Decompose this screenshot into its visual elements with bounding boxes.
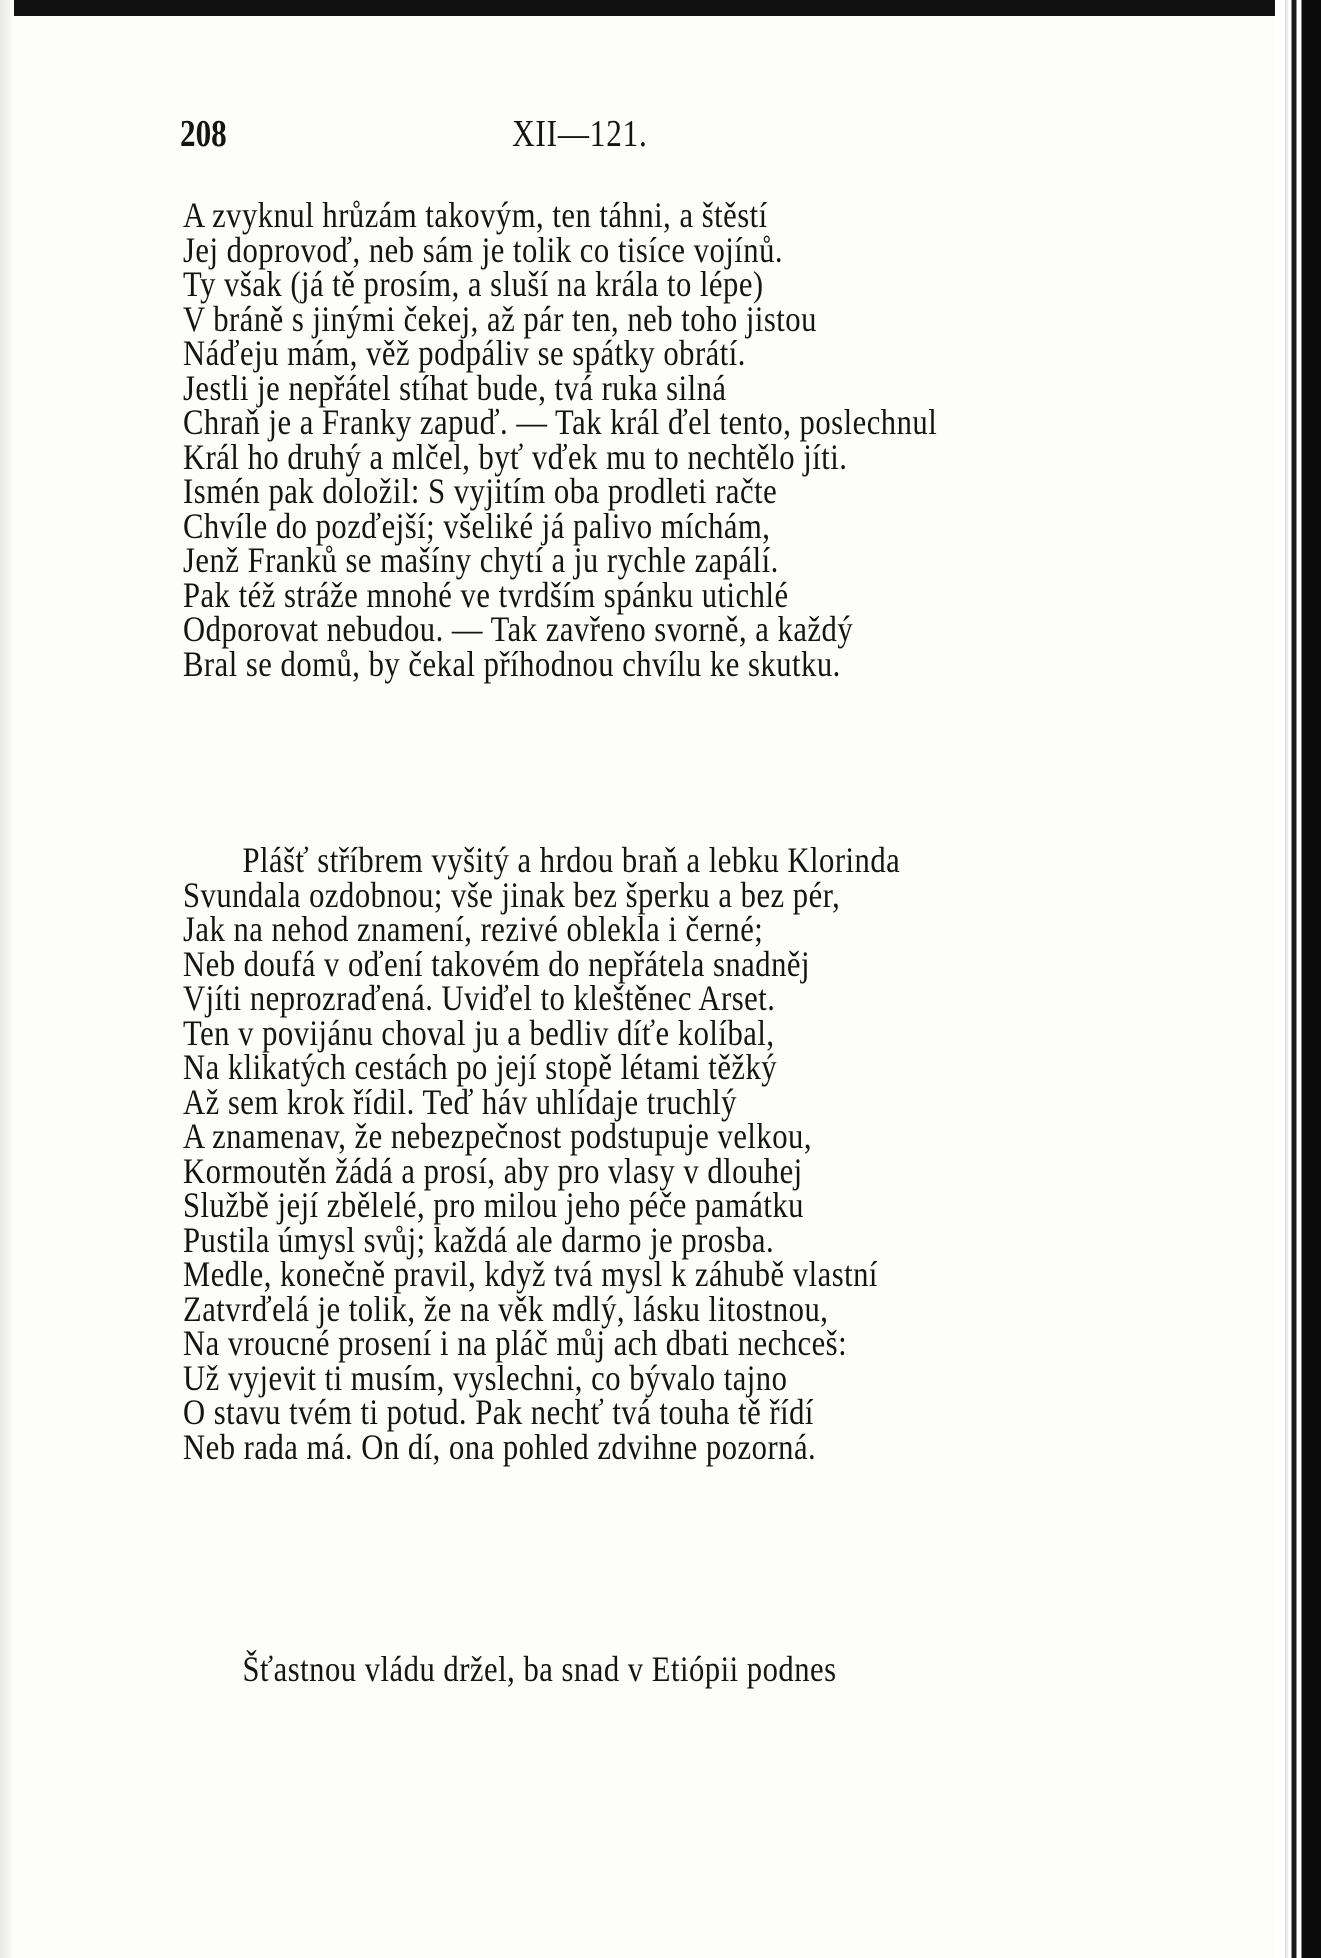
verse-line: Svundala ozdobnou; vše jinak bez šperku a bez pér, <box>183 874 841 915</box>
running-header <box>180 112 918 156</box>
verse-line: A zvyknul hrůzám takovým, ten táhni, a štěstí <box>183 195 768 235</box>
verse-line: A znamenav, že nebezpečnost podstupuje velkou, <box>183 1116 813 1156</box>
scan-top-border <box>0 0 1321 16</box>
verse-line: Chvíle do pozďejší; všeliké já palivo míchám, <box>183 505 771 546</box>
verse-line: Neb rada má. On dí, ona pohled zdvihne pozorná. <box>183 1426 817 1467</box>
verse-line: Ismén pak doložil: S vyjitím oba prodleti račte <box>183 471 778 511</box>
verse-line: Pustila úmysl svůj; každá ale darmo je prosba. <box>183 1219 775 1260</box>
verse-line: Pak též stráže mnohé ve tvrdším spánku utichlé <box>183 574 789 615</box>
verse-line: Zatvrďelá je tolik, že na věk mdlý, lásku litostnou, <box>183 1288 829 1329</box>
verse-line: Vjíti neprozraďená. Uviďel to kleštěnec Arset. <box>183 978 776 1018</box>
verse-line: Jenž Franků se mašíny chytí a ju rychle zapálí. <box>183 540 779 580</box>
verse-line: Medle, konečně pravil, když tvá mysl k záhubě vlastní <box>183 1254 878 1294</box>
verse-line: Na klikatých cestách po její stopě létami těžký <box>183 1047 778 1087</box>
verse-line: Neb doufá v oďení takovém do nepřátela snadněj <box>183 943 810 984</box>
stanza-2 <box>183 840 1321 1467</box>
verse-line: V bráně s jinými čekej, až pár ten, neb toho jistou <box>183 298 817 339</box>
verse-line: Jestli je nepřátel stíhat bude, tvá ruka silná <box>183 367 727 408</box>
verse-line: Na vroucné prosení i na pláč můj ach dbati nechceš: <box>183 1323 848 1363</box>
verse-line: Ty však (já tě prosím, a sluší na krála to lépe) <box>183 264 764 304</box>
stanza-1 <box>183 195 1321 684</box>
scan-left-shadow <box>0 0 14 1958</box>
verse-line: Už vyjevit ti musím, vyslechni, co bývalo tajno <box>183 1357 788 1398</box>
verse-line: Ten v povijánu choval ju a bedliv díťe kolíbal, <box>183 1012 775 1053</box>
verse-line: Plášť stříbrem vyšitý a hrdou braň a lebku Klorinda <box>242 840 901 880</box>
verse-line: Kormoutěn žádá a prosí, aby pro vlasy v dlouhej <box>183 1150 803 1191</box>
verse-line: Bral se domů, by čekal příhodnou chvílu ke skutku. <box>183 643 841 684</box>
section-number: XII—121. <box>512 113 648 155</box>
verse-line: Král ho druhý a mlčel, byť vďek mu to nechtělo jíti. <box>183 436 848 477</box>
verse-line: Náďeju mám, věž podpáliv se spátky obrátí. <box>183 333 746 373</box>
verse-line: Odporovat nebudou. — Tak zavřeno svorně, a každý <box>183 609 854 649</box>
verse-line: Chraň je a Franky zapuď. — Tak král ďel tento, poslechnul <box>183 402 938 442</box>
verse-line: Šťastnou vládu držel, ba snad v Etiópii podnes <box>242 1649 837 1689</box>
stanza-3 <box>183 1649 1321 1689</box>
verse-line: Až sem krok řídil. Teď háv uhlídaje truchlý <box>183 1081 737 1122</box>
page-number: 208 <box>180 113 227 155</box>
verse-line: Jej doprovoď, neb sám je tolik co tisíce vojínů. <box>183 229 784 270</box>
verse-line: Jak na nehod znamení, rezivé oblekla i černé; <box>183 909 764 949</box>
verse-line: O stavu tvém ti potud. Pak nechť tvá touha tě řídí <box>183 1392 814 1432</box>
verse-line: Službě její zbělelé, pro milou jeho péče památku <box>183 1185 804 1225</box>
